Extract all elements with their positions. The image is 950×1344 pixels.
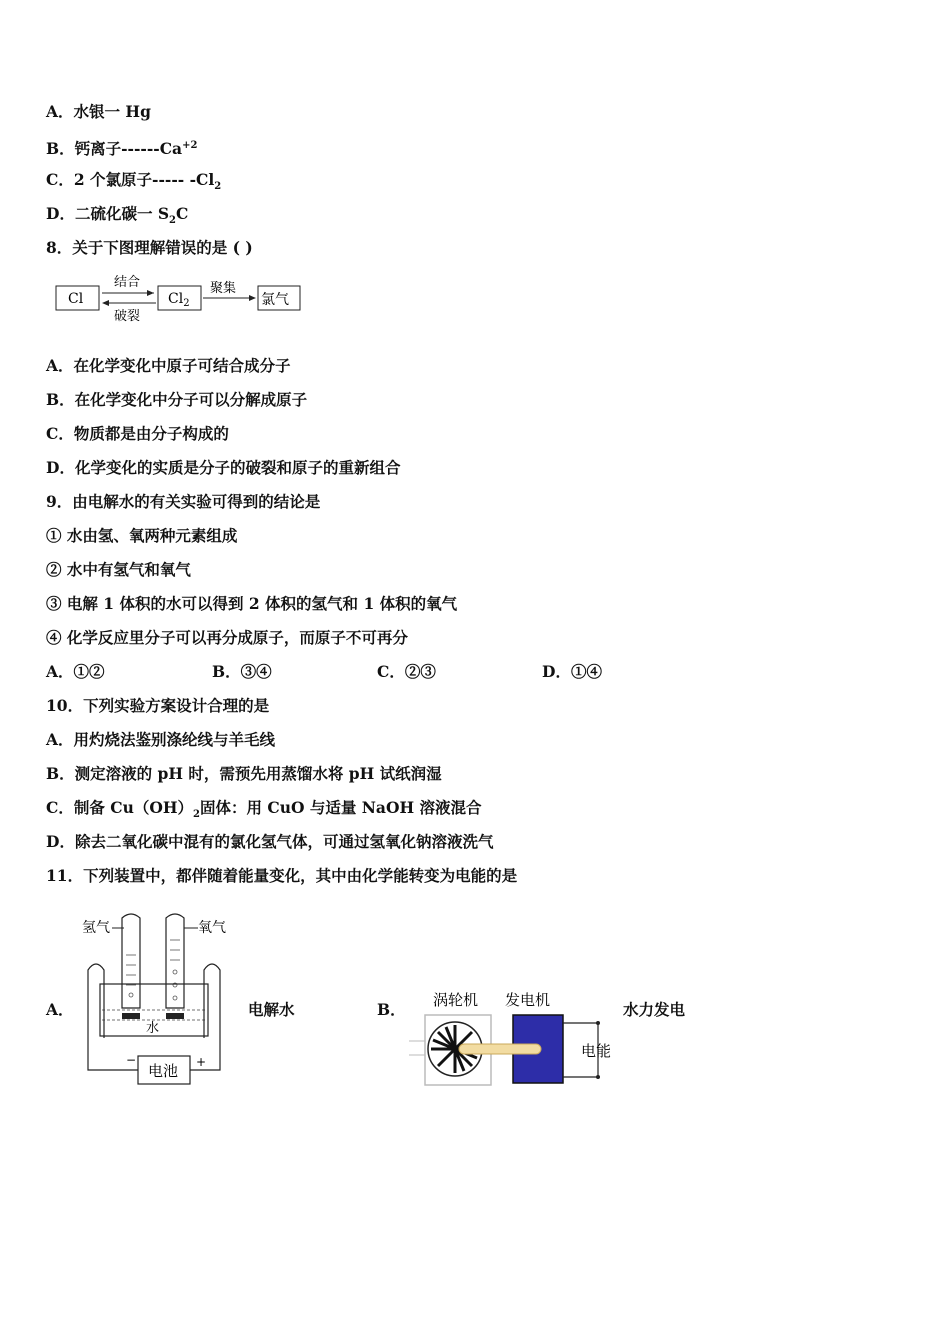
label-oxygen: 氧气 <box>198 920 226 936</box>
q7-option-a <box>46 102 151 122</box>
q7-option-c <box>46 170 221 197</box>
label-generator: 发电机 <box>505 991 551 1009</box>
option-label: B． <box>46 139 75 159</box>
shaft <box>459 1044 541 1054</box>
option-label: D． <box>46 204 75 223</box>
electrode-negative <box>122 1013 140 1019</box>
label-turbine: 涡轮机 <box>433 991 479 1009</box>
test-tube-hydrogen <box>122 914 140 1008</box>
label-water: 水 <box>146 1021 160 1036</box>
q8-option-c: C．物质都是由分子构成的 <box>46 424 229 443</box>
q10-option-c <box>46 798 482 825</box>
q11-option-b-label: B． <box>377 1000 406 1019</box>
option-label: A． <box>46 102 74 121</box>
q10-stem: 10．下列实验方案设计合理的是 <box>46 696 270 715</box>
terminal-top <box>596 1021 600 1025</box>
option-text: 2 个氯原子----- -Cl <box>73 170 215 189</box>
label-battery: 电池 <box>148 1062 179 1080</box>
q7-option-d <box>46 204 188 231</box>
option-text: 固体：用 CuO 与适量 NaOH 溶液混合 <box>199 798 482 817</box>
label-electric-energy: 电能 <box>581 1042 612 1060</box>
label-hydrogen: 氢气 <box>82 920 110 936</box>
q9-option-c: C．②③ <box>377 662 436 681</box>
electrolysis-figure <box>78 910 248 1090</box>
box-cl-label: Cl <box>68 291 84 307</box>
label-gather: 聚集 <box>210 281 237 296</box>
q11-option-b-caption: 水力发电 <box>623 1000 686 1019</box>
q8-option-b: B．在化学变化中分子可以分解成原子 <box>46 390 308 409</box>
q8-option-d: D．化学变化的实质是分子的破裂和原子的重新组合 <box>46 458 401 477</box>
q9-option-a: A．①② <box>46 662 105 681</box>
q11-option-a-caption: 电解水 <box>248 1000 295 1019</box>
test-tube-oxygen <box>166 914 184 1008</box>
option-text: 二硫化碳一 S <box>74 204 170 223</box>
q9-stem: 9．由电解水的有关实验可得到的结论是 <box>46 492 321 511</box>
q9-statement-4: ④ 化学反应里分子可以再分成原子，而原子不可再分 <box>46 628 408 647</box>
q8-option-a: A．在化学变化中原子可结合成分子 <box>46 356 291 375</box>
q8-diagram <box>50 272 310 324</box>
q9-statement-1: ① 水由氢、氧两种元素组成 <box>46 526 238 545</box>
box-chlorine-gas-label: 氯气 <box>261 292 289 308</box>
q9-statement-3: ③ 电解 1 体积的水可以得到 2 体积的氢气和 1 体积的氧气 <box>46 594 458 613</box>
q7-option-b <box>46 136 197 159</box>
q10-option-d: D．除去二氧化碳中混有的氯化氢气体，可通过氢氧化钠溶液洗气 <box>46 832 494 851</box>
label-combine: 结合 <box>114 275 141 290</box>
charge-superscript: +2 <box>182 140 198 151</box>
q8-stem: 8．关于下图理解错误的是 ( ) <box>46 238 253 257</box>
option-text: 水银一 Hg <box>73 102 151 121</box>
option-text-tail: C <box>176 204 189 223</box>
option-label: C． <box>46 170 74 189</box>
arrow-break-head <box>102 300 109 306</box>
bubbles <box>126 940 180 1000</box>
arrow-gather-head <box>249 295 256 301</box>
box-cl2-label: $Cl_2$ <box>168 291 190 309</box>
label-break: 破裂 <box>114 309 141 324</box>
terminal-bottom <box>596 1075 600 1079</box>
hydro-figure <box>405 985 620 1090</box>
subscript: 2 <box>193 809 200 821</box>
q11-option-a-label: A． <box>46 1000 74 1019</box>
electrode-positive <box>166 1013 184 1019</box>
q10-option-b: B．测定溶液的 pH 时，需预先用蒸馏水将 pH 试纸润湿 <box>46 764 442 783</box>
arrow-combine-head <box>147 290 154 296</box>
subscript: 2 <box>214 181 222 193</box>
label-minus: − <box>126 1053 137 1067</box>
q9-option-d: D．①④ <box>542 662 602 681</box>
q10-option-a: A．用灼烧法鉴别涤纶线与羊毛线 <box>46 730 276 749</box>
label-plus: + <box>196 1055 207 1069</box>
subscript: 2 <box>169 215 177 227</box>
q9-statement-2: ② 水中有氢气和氧气 <box>46 560 191 579</box>
q11-stem: 11．下列装置中，都伴随着能量变化，其中由化学能转变为电能的是 <box>46 866 518 885</box>
option-text: C．制备 Cu（OH） <box>46 798 193 817</box>
option-text: 钙离子------Ca <box>74 139 183 159</box>
q9-option-b: B．③④ <box>212 662 272 681</box>
